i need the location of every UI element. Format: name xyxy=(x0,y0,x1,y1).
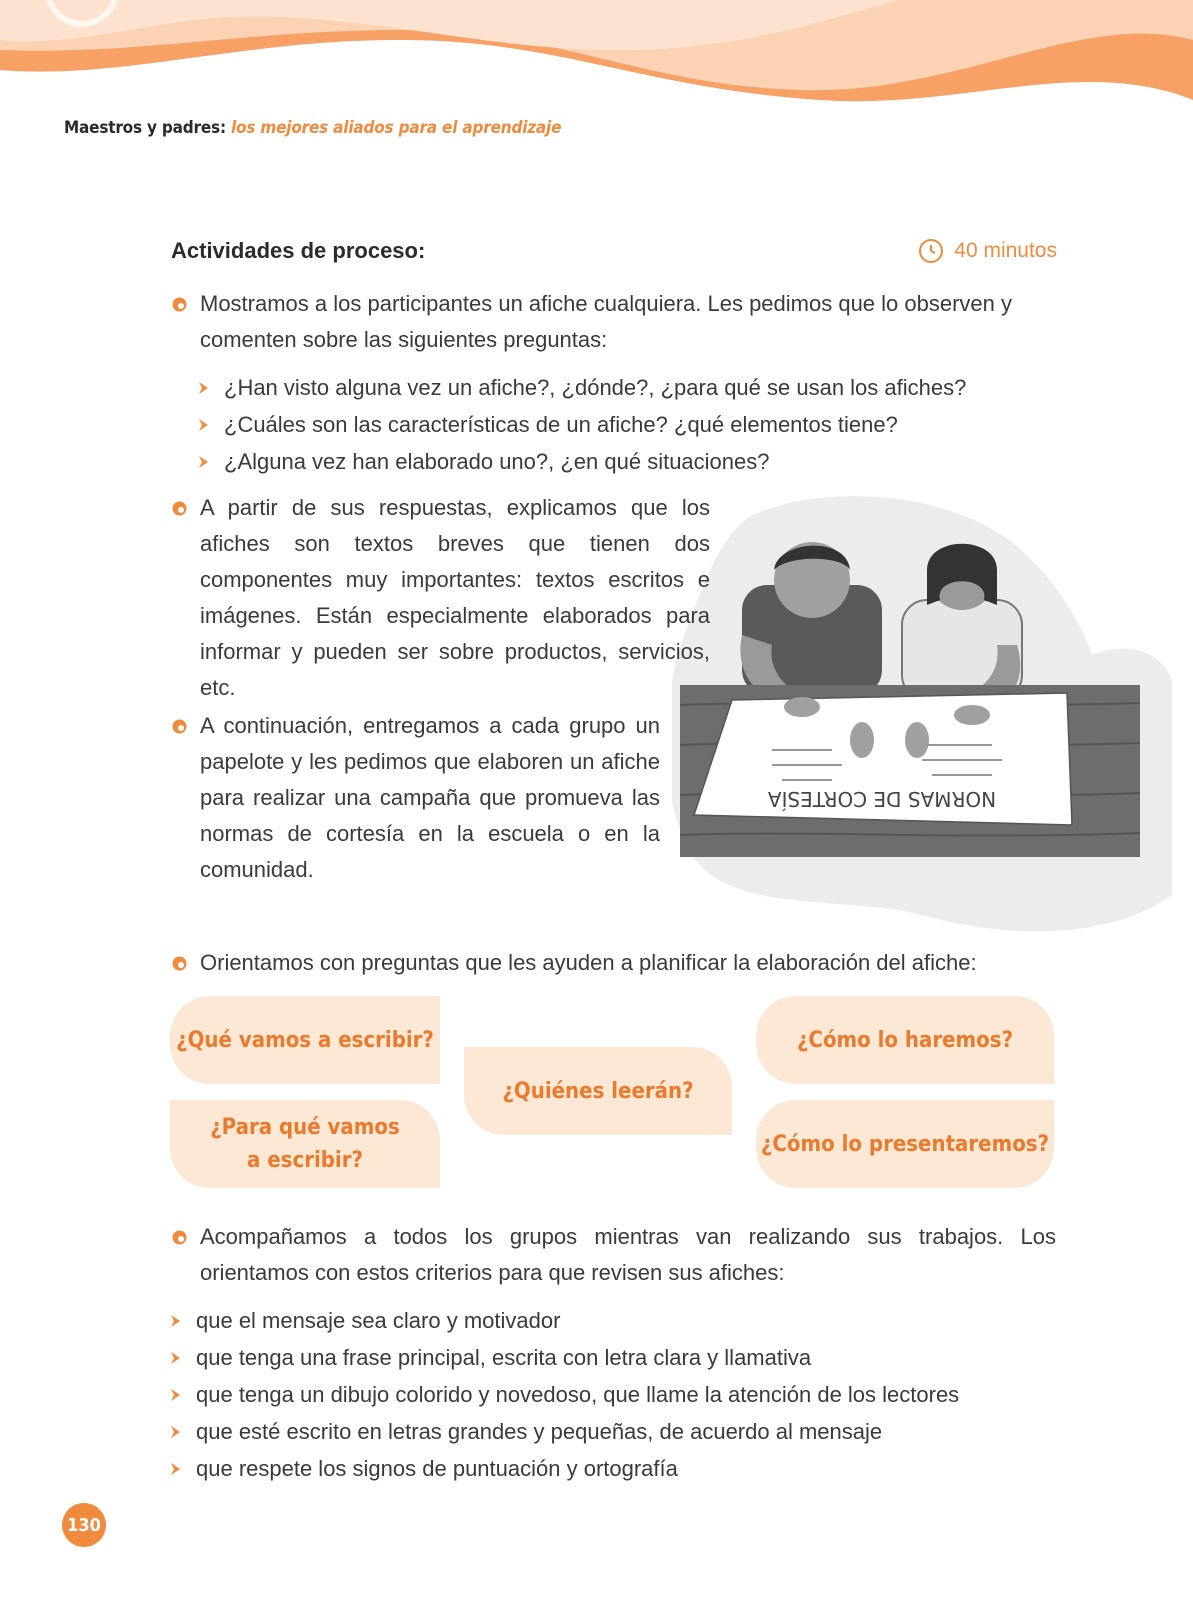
bullet-poster-explanation xyxy=(200,490,710,706)
chevron-right-icon xyxy=(170,1462,181,1476)
question-text: ¿Qué vamos a escribir? xyxy=(176,1027,434,1053)
question-box-present xyxy=(756,1100,1054,1188)
chevron-right-icon xyxy=(198,381,209,395)
list-item-text: ¿Alguna vez han elaborado uno?, ¿en qué situaciones? xyxy=(224,449,770,474)
list-item xyxy=(170,1302,1060,1339)
list-item-text: que respete los signos de puntuación y ortografía xyxy=(196,1456,678,1481)
question-box-what xyxy=(170,996,440,1084)
duration-text: 40 minutos xyxy=(954,239,1057,262)
bullet-give-papelote xyxy=(200,708,660,888)
bullet-dot-icon xyxy=(172,297,187,312)
bullet-guiding-questions xyxy=(200,945,1060,981)
poster-title: NORMAS DE CORTESÍA xyxy=(767,787,997,811)
bullet-text: A continuación, entregamos a cada grupo un papelote y les pedimos que elaboren un afiche para realizar una campaña que promueva las normas de cortesía en la escuela o en la comunidad. xyxy=(200,713,660,882)
list-item-text: que tenga un dibujo colorido y novedoso, que llame la atención de los lectores xyxy=(196,1382,960,1407)
chevron-right-icon xyxy=(170,1314,181,1328)
list-item xyxy=(170,1450,1060,1487)
list-item xyxy=(198,369,1058,406)
list-item xyxy=(170,1413,1060,1450)
chevron-right-icon xyxy=(170,1425,181,1439)
section-title: Actividades de proceso: xyxy=(171,238,426,263)
question-list xyxy=(198,369,1058,480)
list-item xyxy=(198,443,1058,480)
list-item-text: ¿Cuáles son las características de un afiche? ¿qué elementos tiene? xyxy=(224,412,898,437)
chevron-right-icon xyxy=(198,418,209,432)
list-item xyxy=(198,406,1058,443)
bullet-dot-icon xyxy=(172,501,187,516)
clock-icon xyxy=(918,238,944,264)
bullet-text: Orientamos con preguntas que les ayuden a planificar la elaboración del afiche: xyxy=(200,950,977,975)
bullet-text: Mostramos a los participantes un afiche cualquiera. Les pedimos que lo observen y comenten sobre las siguientes preguntas: xyxy=(200,291,1013,352)
question-text: ¿Cómo lo haremos? xyxy=(796,1027,1014,1053)
bullet-dot-icon xyxy=(172,1230,187,1245)
question-text: ¿Cómo lo presentaremos? xyxy=(760,1131,1050,1157)
list-item-text: que tenga una frase principal, escrita con letra clara y llamativa xyxy=(196,1345,812,1370)
running-head-orange: los mejores aliados para el aprendizaje xyxy=(231,118,562,138)
running-head-black: Maestros y padres: xyxy=(64,118,226,138)
page-number: 130 xyxy=(62,1503,106,1547)
question-box-who xyxy=(464,1047,732,1135)
list-item-text: que el mensaje sea claro y motivador xyxy=(196,1308,561,1333)
chevron-right-icon xyxy=(170,1388,181,1402)
list-item xyxy=(170,1339,1060,1376)
bullet-accompany-groups xyxy=(200,1219,1056,1291)
bullet-dot-icon xyxy=(172,956,187,971)
bullet-show-poster xyxy=(200,286,1056,358)
bullet-text: A partir de sus respuestas, explicamos que los afiches son textos breves que tienen dos componentes muy importantes: textos escritos e imágenes. Están especialmente elaborados para informar y pueden ser sobre productos, servicios, etc. xyxy=(200,495,710,700)
question-box-how xyxy=(756,996,1054,1084)
running-head xyxy=(64,118,561,138)
duration xyxy=(918,238,1057,264)
illustration-couple-making-poster xyxy=(672,495,1172,940)
chevron-right-icon xyxy=(198,455,209,469)
question-text: ¿Para qué vamos a escribir? xyxy=(210,1115,400,1173)
list-item xyxy=(170,1376,1060,1413)
question-text: ¿Quiénes leerán? xyxy=(502,1078,694,1104)
header-wave-decoration xyxy=(0,0,1193,130)
list-item-text: que esté escrito en letras grandes y pequeñas, de acuerdo al mensaje xyxy=(196,1419,883,1444)
question-box-why xyxy=(170,1100,440,1188)
chevron-right-icon xyxy=(170,1351,181,1365)
bullet-dot-icon xyxy=(172,719,187,734)
list-item-text: ¿Han visto alguna vez un afiche?, ¿dónde?, ¿para qué se usan los afiches? xyxy=(224,375,967,400)
bullet-text: Acompañamos a todos los grupos mientras van realizando sus trabajos. Los orientamos con estos criterios para que revisen sus afiches: xyxy=(200,1224,1056,1285)
criteria-list xyxy=(170,1302,1060,1487)
